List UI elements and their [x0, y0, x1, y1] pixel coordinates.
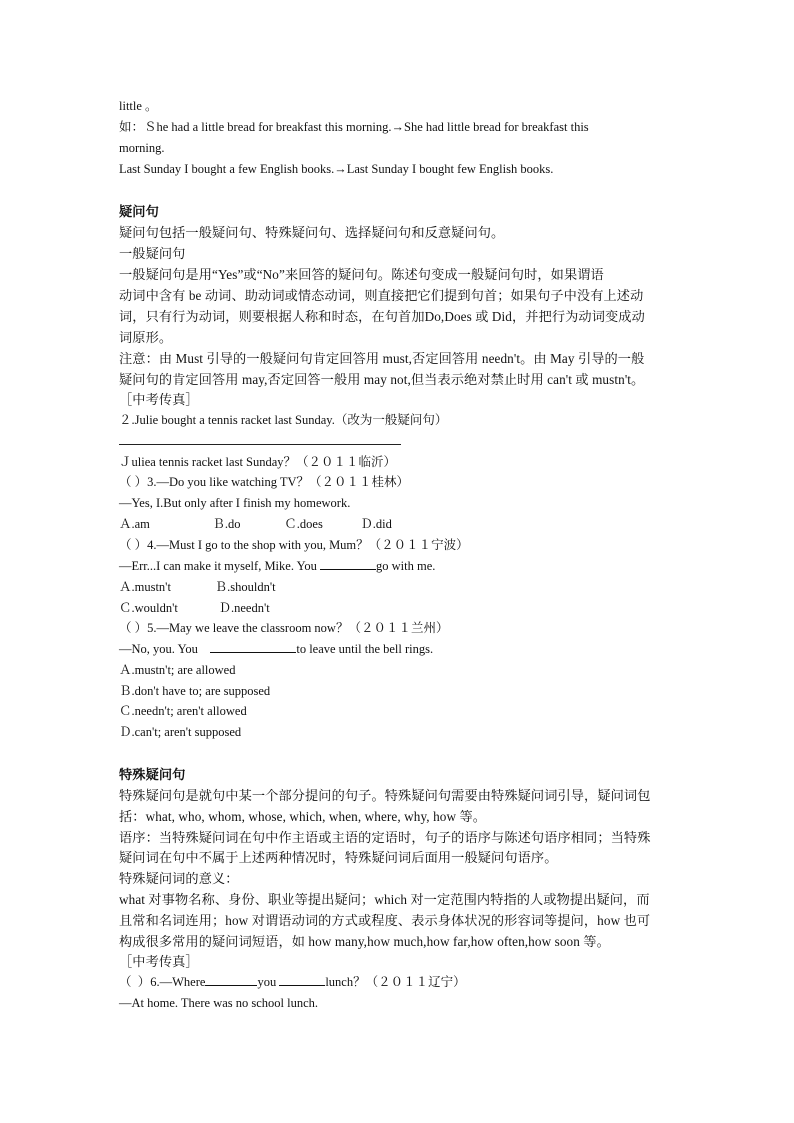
text-line: 构成很多常用的疑问词短语，如 how many,how much,how far,how often,how soon 等。: [119, 934, 610, 949]
fill-blank: [205, 973, 257, 986]
text-line: 且常和名词连用；how 对谓语动词的方式或程度、表示身体状况的形容词等提问，how 也可: [119, 913, 651, 928]
question-2: ２.Julie bought a tennis racket last Sunday.（改为一般疑问句）: [119, 413, 448, 427]
text-span: lunch？（２０１１辽宁）: [325, 975, 466, 989]
option-a: Ａ.mustn't; are allowed: [119, 663, 236, 677]
question-5-reply: [119, 639, 679, 660]
fill-blank: [279, 973, 325, 986]
text-line: morning.: [119, 141, 165, 155]
question-6: [119, 972, 679, 993]
text-span: —Err...I can make it myself, Mike. You: [119, 559, 321, 573]
subheading: 特殊疑问词的意义：: [119, 871, 239, 886]
option-b: Ｂ.don't have to; are supposed: [119, 684, 271, 698]
question-4-reply: [119, 556, 679, 577]
text-line: 特殊疑问句是就句中某一个部分提问的句子。特殊疑问句需要由特殊疑问词引导，疑问词包: [119, 788, 651, 803]
text-line: 一般疑问句是用“Yes”或“No”来回答的疑问句。陈述句变成一般疑问句时，如果谓语: [119, 267, 604, 282]
question-4-options-ab: Ａ.mustn't Ｂ.shouldn't: [119, 580, 276, 594]
question-2-answer: Ｊuliea tennis racket last Sunday？（２０１１临沂）: [119, 455, 397, 469]
question-3-reply: —Yes, I.But only after I finish my homework.: [119, 496, 351, 510]
text-line: 语序：当特殊疑问词在句中作主语或主语的定语时，句子的语序与陈述句语序相同；当特殊: [119, 830, 651, 845]
option-d: Ｄ.can't; aren't supposed: [119, 725, 242, 739]
note-line: 注意：由 Must 引导的一般疑问句肯定回答用 must,否定回答用 needn't。由 May 引导的一般: [119, 351, 645, 366]
text-line: 词，只有行为动词，则要根据人称和时态，在句首加Do,Does 或 Did，并把行为动词变成动: [119, 309, 645, 324]
text-line: 动词中含有 be 动词、助动词或情态动词，则直接把它们提到句首；如果句子中没有上述动: [119, 288, 644, 303]
fill-blank: [210, 640, 296, 653]
note-line: 疑问句的肯定回答用 may,否定回答一般用 may not,但当表示绝对禁止时用 can't 或 mustn't。: [119, 372, 645, 387]
question-3: （ ）3.—Do you like watching TV？（２０１１桂林）: [119, 475, 410, 489]
question-6-reply: —At home. There was no school lunch.: [119, 996, 319, 1010]
text-line: 如：Ｓhe had a little bread for breakfast this morning.→She had little bread for breakfast this: [119, 120, 589, 134]
text-line: Last Sunday I bought a few English books.→Last Sunday I bought few English books.: [119, 162, 554, 176]
question-4-options-cd: Ｃ.wouldn't Ｄ.needn't: [119, 601, 270, 615]
answer-line: [119, 444, 401, 445]
text-span: —No, you. You: [119, 642, 211, 656]
question-5: （ ）5.—May we leave the classroom now？（２０１１兰州）: [119, 621, 449, 635]
question-3-options: Ａ.am Ｂ.do Ｃ.does Ｄ.did: [119, 517, 392, 531]
subheading: 一般疑问句: [119, 246, 186, 261]
text-line: 疑问句包括一般疑问句、特殊疑问句、选择疑问句和反意疑问句。: [119, 225, 505, 240]
text-span: you: [257, 975, 280, 989]
question-4: （ ）4.—Must I go to the shop with you, Mum？（２０１１宁波）: [119, 538, 469, 552]
text-line: little 。: [119, 99, 158, 113]
text-line: what 对事物名称、身份、职业等提出疑问；which 对一定范围内特指的人或物提出疑问，而: [119, 892, 650, 907]
section-heading: 疑问句: [119, 204, 159, 219]
exam-label: ［中考传真］: [119, 392, 199, 407]
text-line: 括：what, who, whom, whose, which, when, where, why, how 等。: [119, 809, 487, 824]
text-span: go with me.: [376, 559, 436, 573]
option-c: Ｃ.needn't; aren't allowed: [119, 704, 247, 718]
section-heading: 特殊疑问句: [119, 767, 186, 782]
fill-blank: [320, 557, 376, 570]
exam-label: ［中考传真］: [119, 954, 199, 969]
text-line: 词原形。: [119, 330, 173, 345]
text-span: to leave until the bell rings.: [296, 642, 434, 656]
text-line: 疑问词在句中不属于上述两种情况时，特殊疑问词后面用一般疑问句语序。: [119, 850, 558, 865]
text-span: （ ）6.—Where: [119, 975, 206, 989]
